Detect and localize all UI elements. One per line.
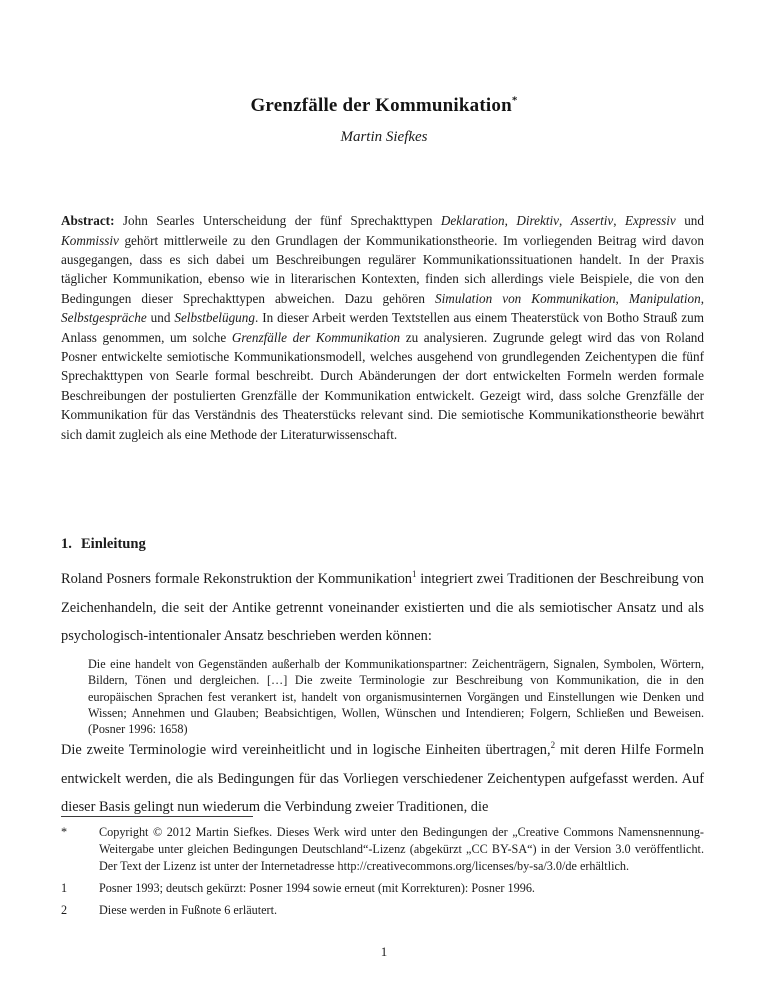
footnote-separator	[61, 816, 253, 817]
footnote-text: Copyright © 2012 Martin Siefkes. Dieses Werk wird unter den Bedingungen der „Creative Commons Namensnennung-Weitergabe unter gleichen Bedingungen Deutschland“-Lizenz (abgekürzt „CC BY-SA“) in der Version 3.0 veröffentlicht. Der Text der Lizenz ist unter der Internetadresse http://creativecommons.org/licenses/by-sa/3.0/de erhältlich.	[99, 825, 704, 873]
section-number: 1.	[61, 536, 72, 553]
footnote-marker: 2	[61, 903, 68, 917]
section-title: Einleitung	[80, 536, 146, 553]
body-paragraph-1: Roland Posners formale Rekonstruktion der Kommunikation$^1$ integriert zwei Traditionen der Beschreibung von Zeichenhandeln, die seit der Antike getrennt voneinander existierten und die als semiotischer Ansatz und als psychologisch-intentionaler Ansatz beschrieben werden können:	[61, 569, 705, 645]
page-number: 1	[380, 944, 388, 959]
paper-title-text: Grenzfälle der Kommunikation	[250, 94, 512, 116]
footnote-text: Posner 1993; deutsch gekürzt: Posner 1994 sowie erneut (mit Korrekturen): Posner 1996.	[99, 881, 535, 895]
title-footnote-mark: *	[511, 94, 518, 107]
footnote-2	[61, 902, 704, 919]
footnotes-block	[61, 824, 704, 924]
footnote-text: Diese werden in Fußnote 6 erläutert.	[99, 903, 278, 917]
abstract-paragraph: Abstract: John Searles Unterscheidung der fünf Sprechakttypen Deklaration, Direktiv, Assertiv, Expressiv und Kommissiv gehört mittlerweile zu den Grundlagen der Kommunikationstheorie. Im vorliegenden Beitrag wird davon ausgegangen, dass es sich dabei um Beschreibungen regulärer Kommunikationssituationen handelt. In der Praxis täglicher Kommunikation, ebenso wie in literarischen Kontexten, finden sich allerdings viele Beispiele, die von den Bedingungen dieser Sprechakttypen abweichen. Dazu gehören Simulation von Kommunikation, Manipulation, Selbstgespräche und Selbstbelügung. In dieser Arbeit werden Textstellen aus einem Theaterstück von Botho Strauß zum Anlass genommen, um solche Grenzfälle der Kommunikation zu analysieren. Zugrunde gelegt wird das von Roland Posner entwickelte semiotische Kommunikationsmodell, welches ausgehend von grundlegenden Zeichentypen die fünf Sprechakttypen von Searle formal beschreibt. Durch Abänderungen der dort entwickelten Formeln werden formale Beschreibungen der postulierten Grenzfälle der Kommunikation entwickelt. Gezeigt wird, dass solche Grenzfälle der Kommunikation für das Verständnis des Theaterstücks relevant sind. Die semiotische Kommunikationstheorie bewährt sich damit zugleich als eine Methode der Literaturwissenschaft.	[61, 213, 704, 442]
paper-title	[0, 95, 768, 117]
section-heading	[61, 536, 704, 553]
body-paragraph-2: Die zweite Terminologie wird vereinheitlicht und in logische Einheiten übertragen,$^2$ mit deren Hilfe Formeln entwickelt werden, die als Bedingungen für das Vorliegen verschiedener Zeichentypen aufgefasst werden. Auf dieser Basis gelingt nun wiederum die Verbindung zweier Traditionen, die	[61, 740, 704, 816]
footnote-copyright	[61, 824, 704, 875]
footnote-1	[61, 880, 704, 897]
block-quote: Die eine handelt von Gegenständen außerhalb der Kommunikationspartner: Zeichenträgern, Signalen, Symbolen, Wörtern, Bildern, Tönen und dergleichen. […] Die zweite Terminologie zur Beschreibung von Kommunikation, die in den europäischen Sprachen fest verankert ist, handelt von organismusinternen Vorgängen und Einstellungen wie Denken und Wissen; Annehmen und Glauben; Beabsichtigen, Wollen, Wünschen und Intendieren; Folgern, Schließen und Beweisen. (Posner 1996: 1658)	[88, 657, 704, 736]
footnote-marker: 1	[61, 881, 68, 895]
footnote-marker: *	[61, 825, 68, 839]
author-name: Martin Siefkes	[340, 129, 428, 145]
